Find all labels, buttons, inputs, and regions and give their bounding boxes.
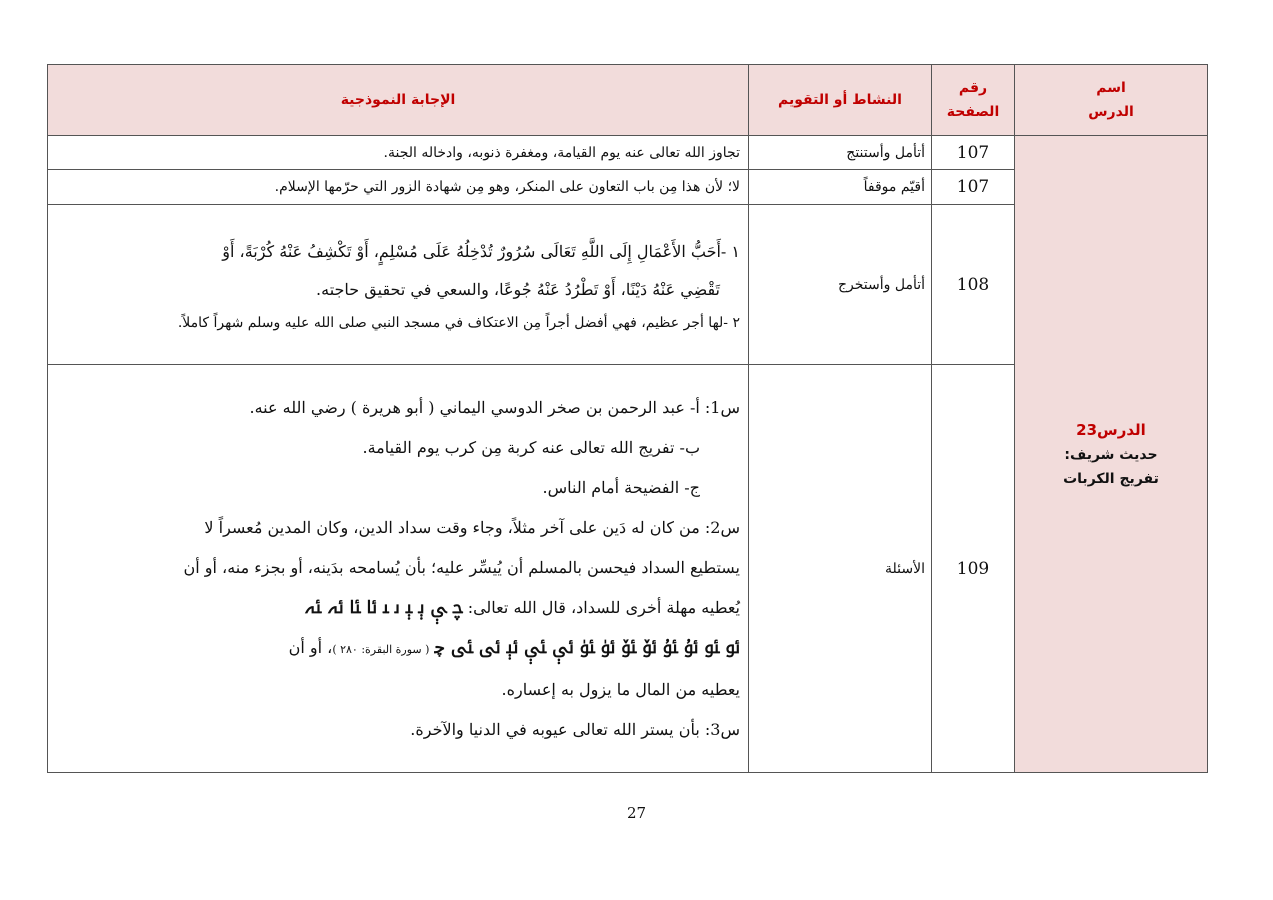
- answer-text: يُعطيه مهلة أخرى للسداد، قال الله تعالى:: [467, 597, 740, 617]
- lesson-title: تفريج الكربات: [1063, 471, 1159, 487]
- answer-line: س1: أ- عبد الرحمن بن صخر الدوسي اليماني ( أبو هريرة ) رضي الله عنه.: [249, 397, 740, 417]
- answer-line: يعطيه من المال ما يزول به إعساره.: [501, 679, 740, 699]
- answer-line: س3: بأن يستر الله تعالى عيوبه في الدنيا والآخرة.: [410, 719, 740, 739]
- answer-line: تَقْضِي عَنْهُ دَيْنًا، أَوْ تَطْرُدُ عَنْهُ جُوعًا، والسعي في تحقيق حاجته.: [316, 279, 720, 299]
- answer-text: ، أو أن: [288, 637, 333, 657]
- lesson-number: الدرس23: [1076, 421, 1146, 439]
- page-number-cell: 108: [932, 205, 1015, 365]
- header-lesson-name-line2: الدرس: [1088, 104, 1134, 120]
- activity-cell: أقيّم موقفاً: [749, 170, 932, 205]
- lesson-name-cell: [1015, 136, 1208, 773]
- header-lesson-name: [1015, 65, 1208, 136]
- page-number-cell: 109: [932, 365, 1015, 773]
- answer-line: ب- تفريج الله تعالى عنه كربة مِن كرب يوم القيامة.: [362, 437, 700, 457]
- answer-line: يستطيع السداد فيحسن بالمسلم أن يُيسِّر عليه؛ بأن يُسامحه بدَينه، أو بجزء منه، أو أن: [183, 557, 740, 577]
- header-page-number-line2: الصفحة: [946, 104, 1000, 120]
- header-page-number-line1: رقم: [958, 80, 988, 96]
- page-number-cell: 107: [932, 170, 1015, 205]
- answer-line: ٢ -لها أجر عظيم، فهي أفضل أجراً مِن الاعتكاف في مسجد النبي صلى الله عليه وسلم شهراً كاملاً.: [177, 314, 740, 331]
- answer-table: [47, 64, 1208, 773]
- answer-line: [56, 628, 740, 670]
- page-number: 27: [626, 804, 647, 822]
- header-lesson-name-line1: اسم: [1096, 80, 1126, 96]
- answer-line: ج- الفضيحة أمام الناس.: [542, 477, 700, 497]
- answer-line: س2: من كان له دَين على آخر مثلاً، وجاء وقت سداد الدين، وكان المدين مُعسراً لا: [204, 517, 740, 537]
- activity-cell: الأسئلة: [749, 365, 932, 773]
- table-row: [48, 136, 1208, 170]
- answer-line: [56, 588, 740, 628]
- answer-cell: تجاوز الله تعالى عنه يوم القيامة، ومغفرة ذنوبه، وادخاله الجنة.: [48, 136, 749, 170]
- quran-verse: ﭽ ﯥ ﯦ ﯧ ﯨ ﯩ ﯪ ﯫ ﯬ ﯭ: [304, 597, 463, 618]
- activity-cell: أتأمل وأستخرج: [749, 205, 932, 365]
- table-header-row: [48, 65, 1208, 136]
- quran-verse: ﯮ ﯯ ﯰ ﯱ ﯲ ﯳ ﯴ ﯵ ﯶ ﯷ ﯸ ﯹ ﯺ ﭼ: [434, 637, 740, 658]
- header-activity: النشاط أو التقويم: [749, 65, 932, 136]
- verse-reference: ( سورة البقرة: ٢٨٠ ): [332, 642, 430, 656]
- answer-cell: [48, 205, 749, 365]
- answer-line: ١ -أَحَبُّ الأَعْمَالِ إِلَى اللَّهِ تَعَالَى سُرُورٌ تُدْخِلُهُ عَلَى مُسْلِمٍ، أَوْ تَكْشِفُ عَنْهُ كُرْبَةً، أَوْ: [222, 241, 740, 261]
- page-number-cell: 107: [932, 136, 1015, 170]
- questions-answer-cell: [48, 365, 749, 773]
- activity-cell: أتأمل وأستنتج: [749, 136, 932, 170]
- header-page-number: [932, 65, 1015, 136]
- header-answer: الإجابة النموذجية: [48, 65, 749, 136]
- answer-cell: لا؛ لأن هذا مِن باب التعاون على المنكر، وهو مِن شهادة الزور التي حرّمها الإسلام.: [48, 170, 749, 205]
- lesson-type: حديث شريف:: [1064, 447, 1158, 463]
